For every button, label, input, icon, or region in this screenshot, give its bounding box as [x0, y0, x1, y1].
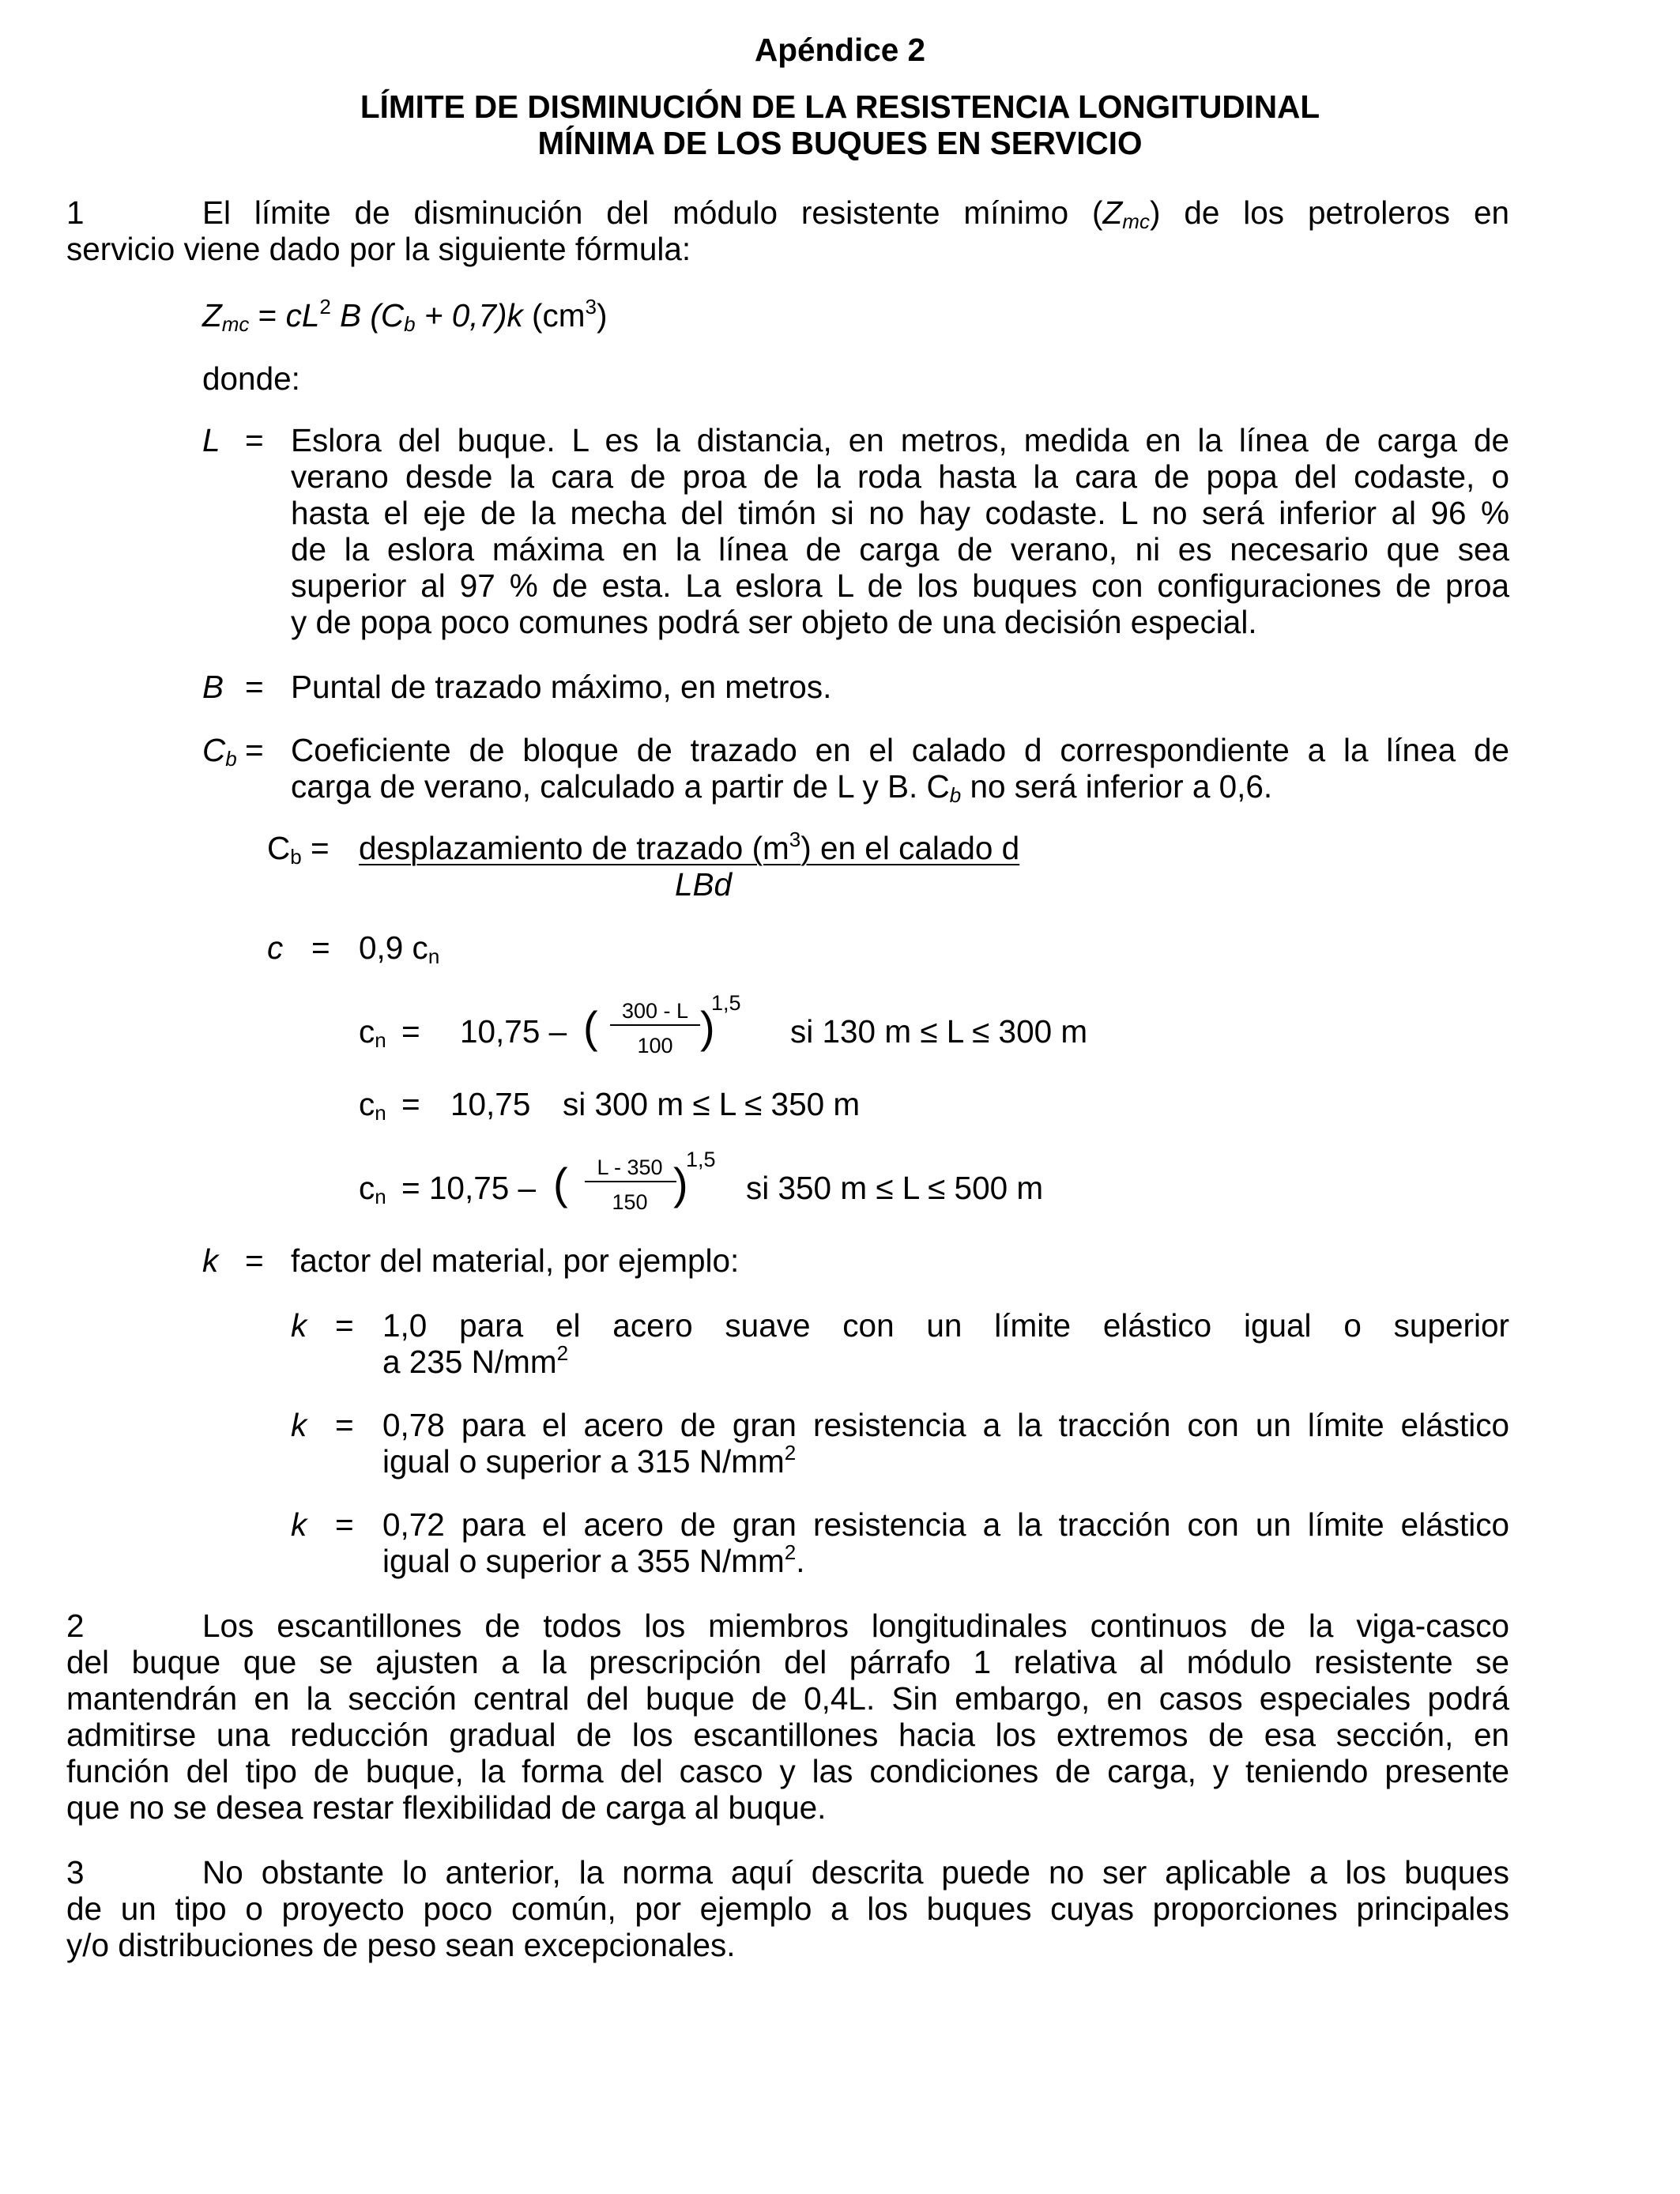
def-L-line-1: Eslora del buque. L es la distancia, en metros, medida en la línea de carga de: [291, 422, 1509, 458]
paragraph-1-number: 1: [66, 194, 85, 231]
title-line-1: LÍMITE DE DISMINUCIÓN DE LA RESISTENCIA LONGITUDINAL: [360, 89, 1320, 125]
k-value-2-line-2: igual o superior a 315 $N/mm^2$: [382, 1441, 797, 1480]
cn1-open-paren: (: [583, 1002, 598, 1052]
def-L-symbol: L: [202, 422, 220, 458]
cn3-open-paren: (: [553, 1159, 568, 1208]
cn1-frac-numerator: 300 - L: [621, 999, 689, 1023]
cn2-condition: si 300 m ≤ L ≤ 350 m: [563, 1086, 861, 1122]
def-L-line-6: y de popa poco comunes podrá ser objeto de una decisión especial.: [291, 604, 1257, 640]
paragraph-1-line-1: El límite de disminución del módulo resistente mínimo $(Z_{mc})$ de los petroleros en: [202, 194, 1509, 233]
def-Cb-line-2: carga de verano, calculado a partir de L y B. $C_b$ no será inferior a 0,6.: [291, 768, 1273, 807]
paragraph-2-line-6: que no se desea restar flexibilidad de carga al buque.: [66, 1789, 827, 1826]
cn2-equals: =: [401, 1086, 420, 1122]
def-B-equals: =: [245, 669, 264, 705]
cn1-close-paren: ): [700, 1002, 715, 1052]
cn1-frac-denominator: 100: [637, 1034, 673, 1057]
cn3-exponent: 1,5: [686, 1148, 716, 1171]
k-value-2-equals: =: [335, 1407, 354, 1443]
cn3-frac-numerator: L - 350: [597, 1155, 663, 1179]
def-L-line-5: superior al 97 % de esta. La eslora L de los buques con configuraciones de proa: [291, 567, 1509, 604]
def-Cb-equals: =: [245, 732, 264, 768]
def-L-line-2: verano desde la cara de proa de la roda hasta la cara de popa del codaste, o: [291, 458, 1509, 495]
cn2-symbol: $c_n$: [359, 1086, 386, 1125]
paragraph-3-line-1: No obstante lo anterior, la norma aquí descrita puede no ser aplicable a los buques: [202, 1854, 1509, 1891]
paragraph-3-line-3: y/o distribuciones de peso sean excepcionales.: [66, 1927, 736, 1963]
cn3-value: = 10,75 –: [401, 1170, 537, 1206]
def-L-line-3: hasta el eje de la mecha del timón si no hay codaste. L no será inferior al 96 %: [291, 495, 1509, 531]
cn3-frac-denominator: 150: [612, 1190, 648, 1214]
cn2-value: 10,75: [450, 1086, 531, 1122]
k-value-1-equals: =: [335, 1307, 354, 1344]
k-value-1-line-2: a 235 $N/mm^2$: [382, 1341, 569, 1380]
def-c-equals: =: [311, 929, 330, 966]
paragraph-2-line-5: función del tipo de buque, la forma del casco y las condiciones de carga, y teniendo presente: [66, 1753, 1509, 1789]
k-value-3-symbol: k: [291, 1506, 307, 1543]
paragraph-2-line-2: del buque que se ajusten a la prescripción del párrafo 1 relativa al módulo resistente se: [66, 1644, 1509, 1680]
paragraph-3-number: 3: [66, 1854, 85, 1891]
def-L-equals: =: [245, 422, 264, 458]
paragraph-1-line-2: servicio viene dado por la siguiente fórmula:: [66, 231, 691, 267]
cn1-condition: si 130 m ≤ L ≤ 300 m: [790, 1013, 1088, 1050]
cn1-equals: =: [401, 1013, 420, 1050]
cn3-close-paren: ): [673, 1159, 688, 1208]
k-value-1-line-1: 1,0 para el acero suave con un límite elástico igual o superior: [382, 1307, 1509, 1344]
cn1-symbol: $c_n$: [359, 1013, 386, 1052]
def-c-text: 0,9 $c_n$: [359, 929, 440, 968]
def-L-line-4: de la eslora máxima en la línea de carga de verano, ni es necesario que sea: [291, 531, 1509, 567]
def-c-symbol: c: [267, 929, 284, 966]
paragraph-2-line-1: Los escantillones de todos los miembros longitudinales continuos de la viga-casco: [202, 1608, 1509, 1644]
def-k-equals: =: [245, 1242, 264, 1279]
cn1-value: 10,75 –: [460, 1013, 567, 1050]
k-value-2-line-1: 0,78 para el acero de gran resistencia a la tracción con un límite elástico: [382, 1407, 1509, 1443]
k-value-2-symbol: k: [291, 1407, 307, 1443]
zmc-formula: $Z_{mc} = cL^2$ B $(C_b + 0,7)k$ $(cm^3)$: [202, 295, 608, 336]
def-k-symbol: k: [202, 1242, 219, 1279]
cb-formula-numerator: desplazamiento de trazado $(m^3)$ en el calado d: [359, 827, 1020, 866]
paragraph-2-number: 2: [66, 1608, 85, 1644]
cb-formula-denominator: LBd: [675, 866, 733, 903]
k-value-3-equals: =: [335, 1506, 354, 1543]
def-k-text: factor del material, por ejemplo:: [291, 1242, 740, 1279]
title-line-2: MÍNIMA DE LOS BUQUES EN SERVICIO: [537, 125, 1143, 161]
def-Cb-symbol: $C_b$: [202, 732, 237, 771]
k-value-1-symbol: k: [291, 1307, 307, 1344]
k-value-3-line-2: igual o superior a 355 $N/mm^2$.: [382, 1540, 805, 1579]
cn1-frac-line: [610, 1024, 700, 1026]
donde-label: donde:: [202, 360, 300, 397]
cb-formula-symbol: $C_b$ =: [267, 830, 330, 869]
cn3-frac-line: [585, 1181, 676, 1182]
cn3-symbol: $c_n$: [359, 1170, 386, 1208]
appendix-heading: Apéndice 2: [754, 32, 926, 68]
cn3-condition: si 350 m ≤ L ≤ 500 m: [746, 1170, 1044, 1206]
cn1-exponent: 1,5: [711, 991, 741, 1015]
paragraph-3-line-2: de un tipo o proyecto poco común, por ejemplo a los buques cuyas proporciones principales: [66, 1891, 1509, 1927]
k-value-3-line-1: 0,72 para el acero de gran resistencia a la tracción con un límite elástico: [382, 1506, 1509, 1543]
def-Cb-line-1: Coeficiente de bloque de trazado en el calado d correspondiente a la línea de: [291, 732, 1509, 768]
paragraph-2-line-3: mantendrán en la sección central del buque de 0,4L. Sin embargo, en casos especiales podrá: [66, 1680, 1509, 1717]
def-B-symbol: B: [202, 669, 224, 705]
def-B-text: Puntal de trazado máximo, en metros.: [291, 669, 832, 705]
paragraph-2-line-4: admitirse una reducción gradual de los escantillones hacia los extremos de esa sección, en: [66, 1717, 1509, 1753]
